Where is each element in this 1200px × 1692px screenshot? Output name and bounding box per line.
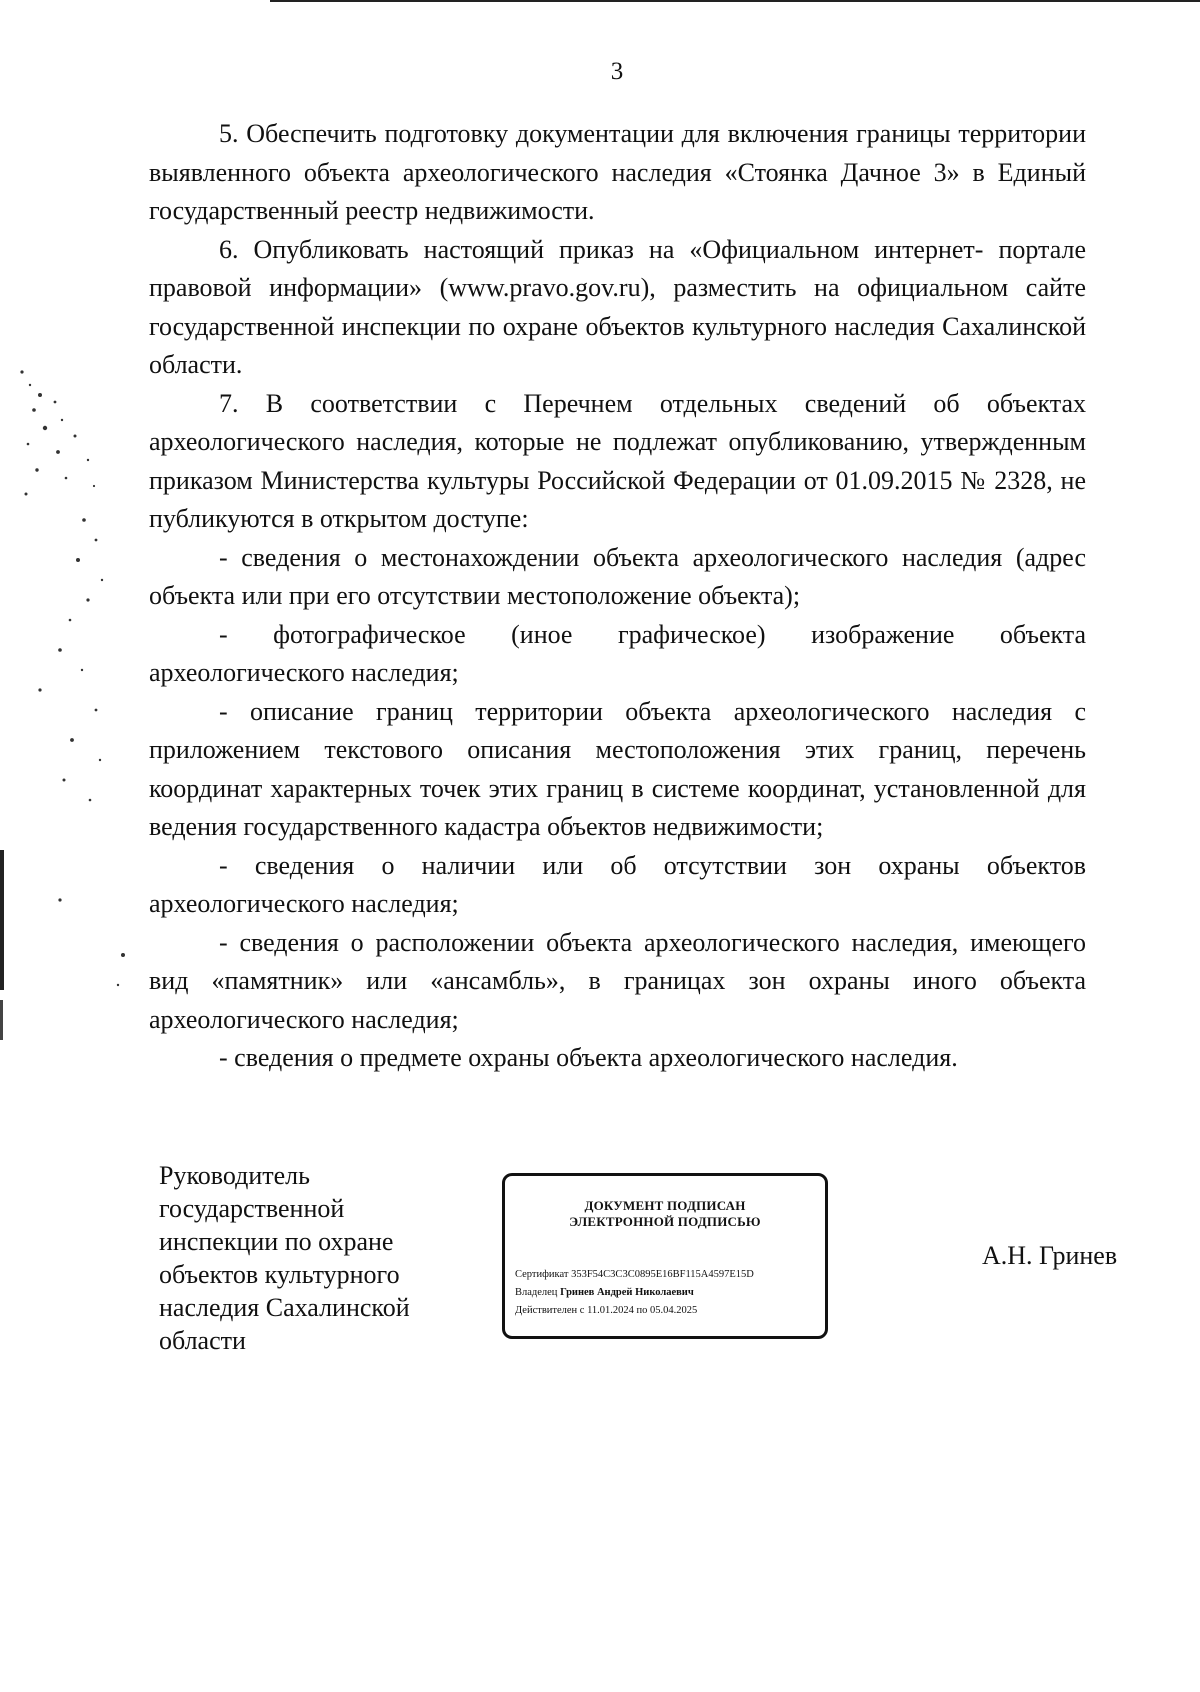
list-item-monument-location: - сведения о расположении объекта археологического наследия, имеющего вид «памятник» или «ансамбль», в границах зон охраны иного объекта археологического наследия;: [149, 927, 1086, 1034]
list-item-photo: - фотографическое (иное графическое) изображение объекта археологического наследия;: [149, 619, 1086, 687]
document-body: [149, 115, 1086, 1078]
list-item-protection-subject: - сведения о предмете охраны объекта археологического наследия.: [219, 1043, 958, 1072]
certificate-label: Сертификат: [515, 1269, 569, 1280]
owner-label: Владелец: [515, 1287, 558, 1298]
paragraph-item-5: 5. Обеспечить подготовку документации для включения границы территории выявленного объекта археологического наследия «Стоянка Дачное 3» в Единый государственный реестр недвижимости.: [149, 119, 1086, 225]
stamp-details: [515, 1266, 825, 1320]
stamp-title-line: ДОКУМЕНТ ПОДПИСАН: [584, 1198, 746, 1213]
signer-position-line: объектов культурного: [159, 1260, 400, 1289]
list-item-boundaries: - описание границ территории объекта археологического наследия с приложением текстового описания местоположения этих границ, перечень координат характерных точек этих границ в системе координат, установленной для ведения государственного кадастра объектов недвижимости;: [149, 696, 1086, 841]
page-number: 3: [610, 58, 624, 85]
list-item-protection-zones: - сведения о наличии или об отсутствии зон охраны объектов археологического наследия;: [149, 850, 1086, 918]
signer-position-line: инспекции по охране: [159, 1227, 394, 1256]
signer-position-line: Руководитель: [159, 1161, 310, 1190]
list-item-location: - сведения о местонахождении объекта археологического наследия (адрес объекта или при его отсутствии местоположение объекта);: [149, 542, 1086, 610]
paragraph-item-7: 7. В соответствии с Перечнем отдельных сведений об объектах археологического наследия, которые не подлежат опубликованию, утвержденным приказом Министерства культуры Российской Федерации от 01.09.2015 № 2328, не публикуются в открытом доступе:: [149, 388, 1086, 533]
electronic-signature-stamp: [502, 1173, 828, 1339]
signer-position-line: государственной: [159, 1194, 345, 1223]
paragraph-item-6: 6. Опубликовать настоящий приказ на «Официальном интернет- портале правовой информации» (www.pravo.gov.ru), разместить на официальном сайте государственной инспекции по охране объектов культурного наследия Сахалинской области.: [149, 234, 1086, 379]
stamp-title-line: ЭЛЕКТРОННОЙ ПОДПИСЬЮ: [569, 1214, 761, 1229]
signer-position-line: наследия Сахалинской: [159, 1293, 410, 1322]
signer-name: А.Н. Гринев: [982, 1241, 1118, 1270]
stamp-certificate: [515, 1266, 825, 1284]
stamp-title: [505, 1198, 825, 1230]
certificate-value: 353F54C3C3C0895E16BF115A4597E15D: [571, 1269, 754, 1280]
signer-position: [159, 1159, 449, 1357]
stamp-validity: Действителен с 11.01.2024 по 05.04.2025: [515, 1305, 698, 1316]
scan-top-edge: [270, 0, 1200, 2]
signer-position-line: области: [159, 1326, 246, 1355]
stamp-owner: [515, 1284, 825, 1302]
owner-value: Гринев Андрей Николаевич: [560, 1287, 694, 1298]
